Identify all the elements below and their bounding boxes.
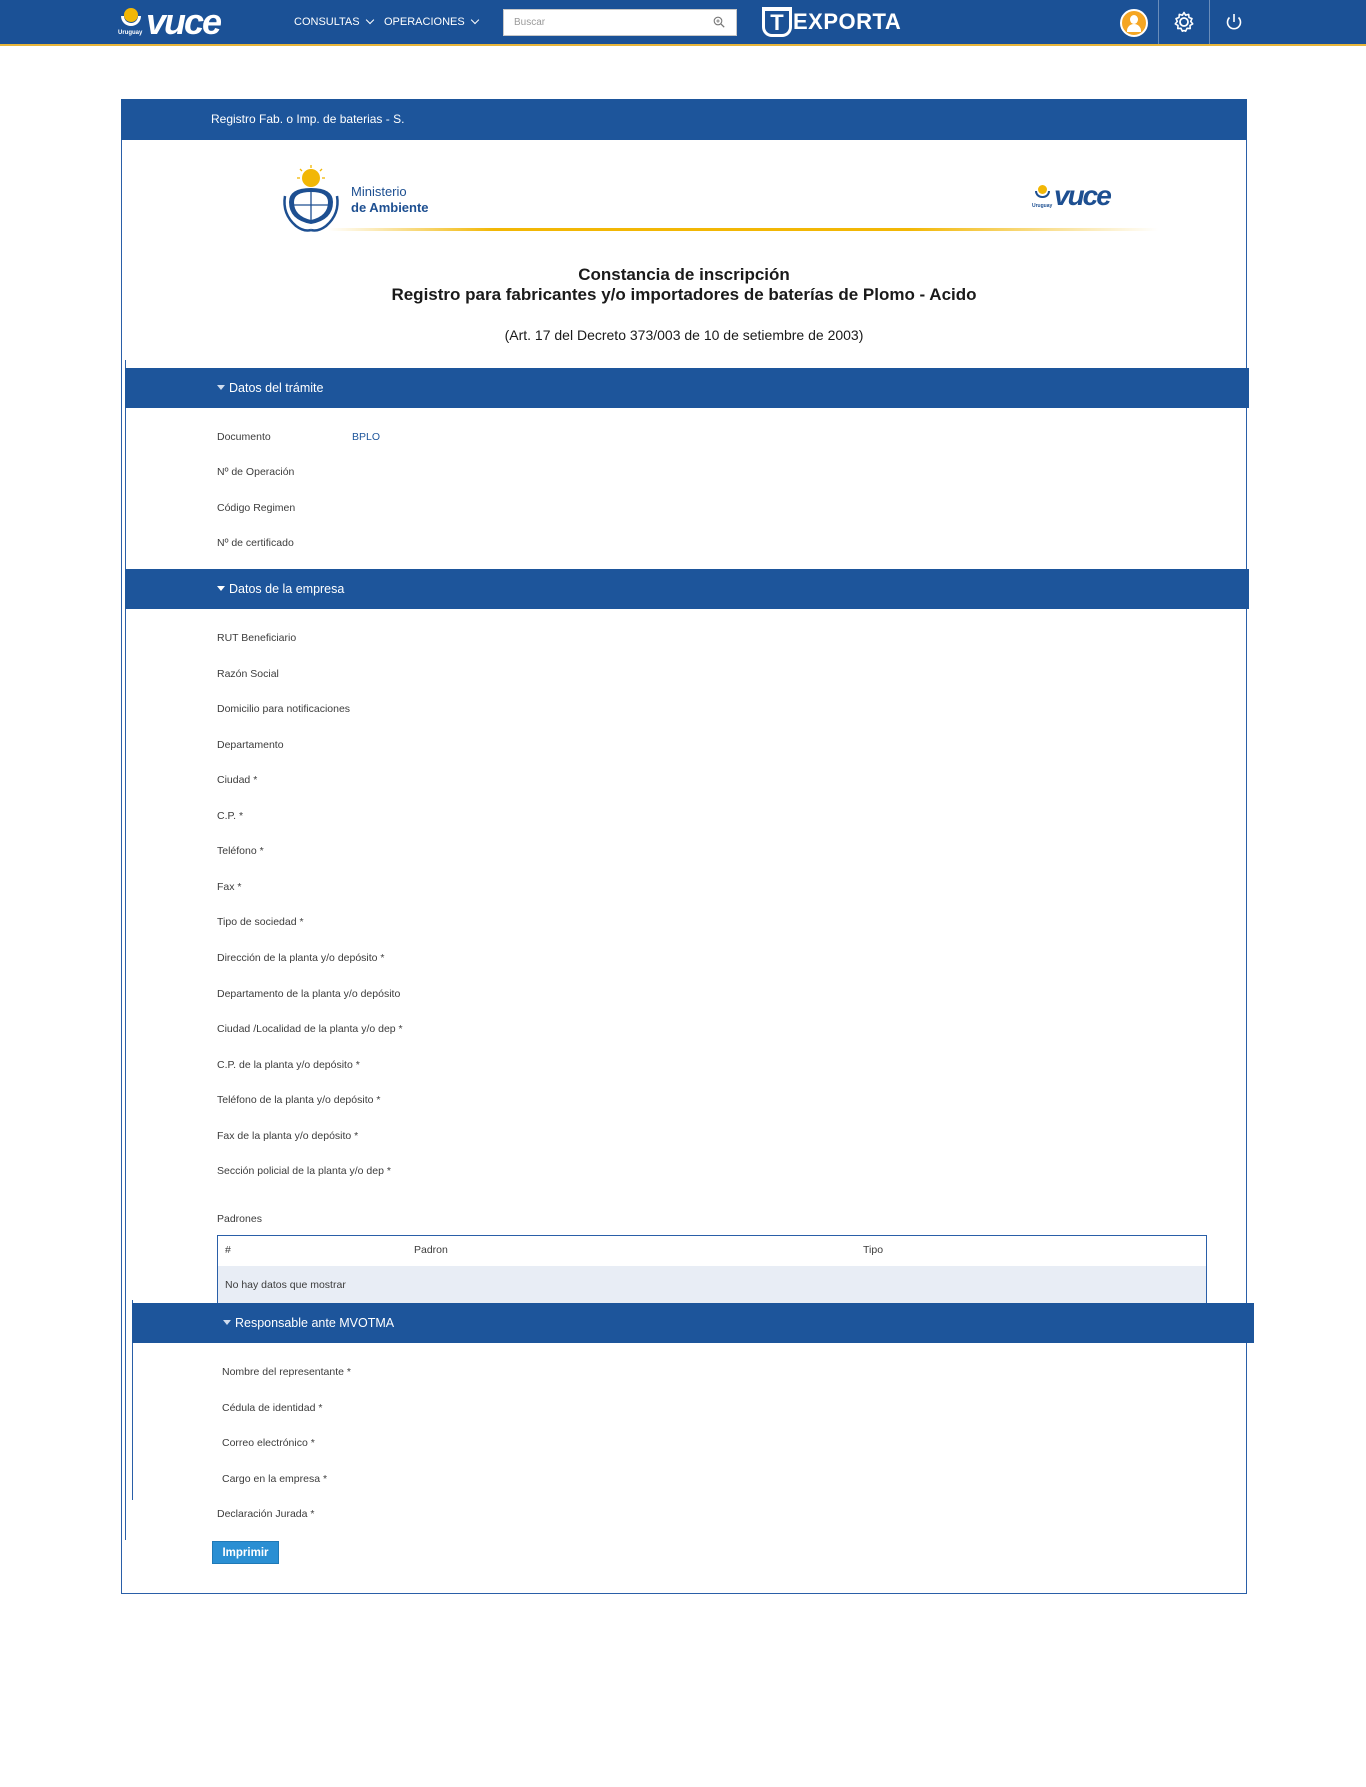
document-title-secondary: Registro para fabricantes y/o importadores de baterías de Plomo - Acido [391, 285, 977, 304]
field-label-seccion-policial: Sección policial de la planta y/o dep * [217, 1165, 391, 1177]
chevron-down-icon [365, 16, 373, 24]
section-border-line [125, 360, 126, 1540]
search-icon[interactable] [713, 16, 725, 28]
field-label-documento: Documento [217, 431, 271, 443]
top-navigation-bar [0, 0, 1366, 46]
document-subtitle: (Art. 17 del Decreto 373/003 de 10 de setiembre de 2003) [504, 327, 864, 343]
toolbar-divider [1158, 0, 1159, 44]
field-label-departamento: Departamento [217, 739, 284, 751]
caret-down-icon [223, 1320, 231, 1325]
table-empty-message: No hay datos que mostrar [225, 1279, 346, 1291]
field-label-telefono-planta: Teléfono de la planta y/o depósito * [217, 1094, 381, 1106]
tuexporta-text: EXPORTA [793, 9, 902, 34]
padrones-table [217, 1235, 1207, 1303]
table-row [218, 1266, 1206, 1303]
field-label-declaracion-jurada: Declaración Jurada * [217, 1508, 315, 1520]
field-label-cp: C.P. * [217, 810, 244, 822]
nav-consultas-label: CONSULTAS [294, 16, 360, 28]
ministerio-name [351, 184, 429, 216]
panel-title: Registro Fab. o Imp. de baterias - S. [121, 99, 1247, 140]
search-box [503, 9, 737, 36]
field-label-telefono: Teléfono * [217, 845, 264, 857]
ministerio-line1: Ministerio [351, 184, 407, 199]
uruguay-sun-icon [1032, 182, 1054, 210]
field-label-fax: Fax * [217, 881, 242, 893]
field-label-domicilio: Domicilio para notificaciones [217, 703, 351, 715]
field-label-ciudad: Ciudad * [217, 774, 258, 786]
field-label-razon-social: Razón Social [217, 668, 279, 680]
print-button[interactable]: Imprimir [212, 1541, 279, 1564]
field-label-codigo-regimen: Código Regimen [217, 502, 296, 514]
field-label-operacion: Nº de Operación [217, 466, 295, 478]
column-header-number[interactable]: # [225, 1244, 231, 1256]
field-label-ciudad-planta: Ciudad /Localidad de la planta y/o dep * [217, 1023, 403, 1035]
toolbar-divider [1209, 0, 1210, 44]
field-label-rut: RUT Beneficiario [217, 632, 297, 644]
header-gold-line [328, 228, 1158, 231]
uruguay-sun-icon [118, 4, 146, 40]
section-title-responsable: Responsable ante MVOTMA [235, 1316, 395, 1330]
search-input[interactable] [504, 10, 704, 35]
field-label-tipo-sociedad: Tipo de sociedad * [217, 916, 304, 928]
column-header-tipo[interactable]: Tipo [863, 1244, 884, 1256]
section-title-tramite: Datos del trámite [229, 381, 324, 395]
field-label-direccion-planta: Dirección de la planta y/o depósito * [217, 952, 385, 964]
table-header [218, 1236, 1206, 1266]
document-title: Constancia de inscripción [578, 265, 790, 284]
field-label-cargo: Cargo en la empresa * [222, 1473, 328, 1485]
field-label-certificado: Nº de certificado [217, 537, 294, 549]
field-label-nombre-representante: Nombre del representante * [222, 1366, 351, 1378]
section-header-empresa[interactable] [125, 569, 1249, 609]
nav-consultas[interactable] [294, 0, 373, 44]
field-label-cp-planta: C.P. de la planta y/o depósito * [217, 1059, 360, 1071]
padrones-label: Padrones [217, 1213, 262, 1225]
field-value-documento: BPLO [352, 431, 381, 443]
tuexporta-box: T [762, 7, 792, 37]
vuce-logo[interactable] [118, 1, 221, 42]
gear-icon[interactable] [1171, 9, 1197, 35]
logo-wordmark: vuce [146, 1, 221, 42]
column-header-padron[interactable]: Padron [414, 1244, 448, 1256]
caret-down-icon [217, 586, 225, 591]
nav-operaciones[interactable] [384, 0, 478, 44]
section-header-tramite[interactable] [125, 368, 1249, 408]
tuexporta-logo[interactable] [762, 5, 901, 39]
caret-down-icon [217, 385, 225, 390]
ministerio-line2: de Ambiente [351, 200, 429, 215]
user-avatar-icon[interactable] [1120, 9, 1148, 37]
section-title-empresa: Datos de la empresa [229, 582, 345, 596]
section-header-responsable[interactable] [132, 1303, 1254, 1343]
field-label-departamento-planta: Departamento de la planta y/o depósito [217, 988, 401, 1000]
ministerio-coat-of-arms-icon [280, 164, 342, 236]
vuce-document-wordmark: vuce [1054, 180, 1110, 211]
field-label-correo: Correo electrónico * [222, 1437, 315, 1449]
vuce-document-logo-country: Uruguay [1032, 203, 1053, 209]
logo-country-label: Uruguay [118, 30, 143, 36]
nav-operaciones-label: OPERACIONES [384, 16, 465, 28]
field-label-cedula: Cédula de identidad * [222, 1402, 323, 1414]
vuce-document-logo [1032, 180, 1110, 212]
power-icon[interactable] [1221, 9, 1247, 35]
field-label-fax-planta: Fax de la planta y/o depósito * [217, 1130, 359, 1142]
chevron-down-icon [470, 16, 478, 24]
